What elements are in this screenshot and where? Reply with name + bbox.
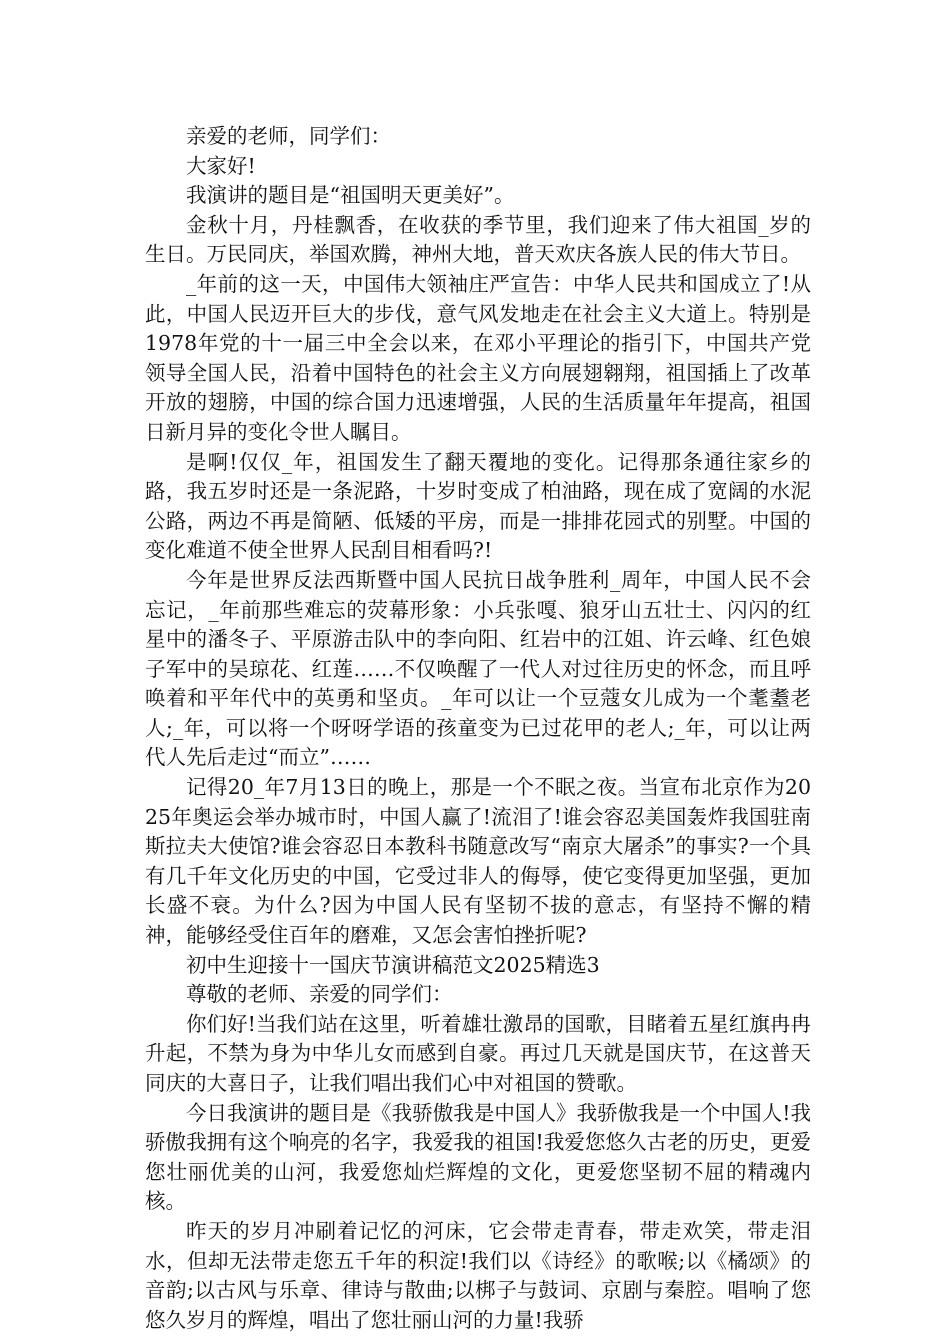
- paragraph: 今日我演讲的题目是《我骄傲我是中国人》我骄傲我是一个中国人!我骄傲我拥有这个响亮的名字，我爱我的祖国!我爱您悠久古老的历史，更爱您壮丽优美的山河，我爱您灿烂辉煌的文化，更爱您坚韧不屈的精魂内核。: [145, 1100, 811, 1214]
- paragraph: 金秋十月，丹桂飘香，在收获的季节里，我们迎来了伟大祖国_岁的生日。万民同庆，举国欢腾，神州大地，普天欢庆各族人民的伟大节日。: [145, 212, 811, 267]
- paragraph: 今年是世界反法西斯暨中国人民抗日战争胜利_周年，中国人民不会忘记，_年前那些难忘的荧幕形象：小兵张嘎、狼牙山五壮士、闪闪的红星中的潘冬子、平原游击队中的李向阳、红岩中的江姐、许云峰、红色娘子军中的吴琼花、红莲……不仅唤醒了一代人对过往历史的怀念，而且呼唤着和平年代中的英勇和坚贞。_年可以让一个豆蔻女儿成为一个耄耋老人;_年，可以将一个呀呀学语的孩童变为已过花甲的老人;_年，可以让两代人先后走过“而立”……: [145, 567, 811, 770]
- paragraph: _年前的这一天，中国伟大领袖庄严宣告：中华人民共和国成立了!从此，中国人民迈开巨大的步伐，意气风发地走在社会主义大道上。特别是1978年党的十一届三中全会以来，在邓小平理论的指引下，中国共产党领导全国人民，沿着中国特色的社会主义方向展翅翱翔，祖国插上了改革开放的翅膀，中国的综合国力迅速增强，人民的生活质量年年提高，祖国日新月异的变化令世人瞩目。: [145, 271, 811, 444]
- salutation: 尊敬的老师、亲爱的同学们：: [186, 982, 453, 1007]
- section-heading: 初中生迎接十一国庆节演讲稿范文2025精选3: [186, 952, 600, 977]
- paragraph: 是啊!仅仅_年，祖国发生了翻天覆地的变化。记得那条通往家乡的路，我五岁时还是一条泥路，十岁时变成了柏油路，现在成了宽阔的水泥公路，两边不再是简陋、低矮的平房，而是一排排花园式的别墅。中国的变化难道不使全世界人民刮目相看吗?!: [145, 449, 811, 563]
- paragraph: 昨天的岁月冲刷着记忆的河床，它会带走青春，带走欢笑，带走泪水，但却无法带走您五千年的积淀!我们以《诗经》的歌喉;以《橘颂》的音韵;以古风与乐章、律诗与散曲;以梆子与鼓词、京剧与秦腔。唱响了您悠久岁月的辉煌，唱出了您壮丽山河的力量!我骄: [145, 1218, 811, 1332]
- speech-topic: 我演讲的题目是“祖国明天更美好”。: [186, 183, 515, 208]
- paragraph: 你们好!当我们站在这里，听着雄壮激昂的国歌，目睹着五星红旗冉冉升起，不禁为身为中华儿女而感到自豪。再过几天就是国庆节，在这普天同庆的大喜日子，让我们唱出我们心中对祖国的赞歌。: [145, 1011, 811, 1095]
- document-body: [145, 122, 811, 1335]
- greeting: 大家好!: [186, 153, 256, 178]
- paragraph: 记得20_年7月13日的晚上，那是一个不眠之夜。当宣布北京作为2025年奥运会举办城市时，中国人赢了!流泪了!谁会容忍美国轰炸我国驻南斯拉夫大使馆?谁会容忍日本教科书随意改写“南京大屠杀”的事实?一个具有几千年文化历史的中国，它受过非人的侮辱，使它变得更加坚强，更加长盛不衰。为什么?因为中国人民有坚韧不拔的意志，有坚持不懈的精神，能够经受住百年的磨难，又怎会害怕挫折呢?: [145, 775, 811, 948]
- salutation: 亲爱的老师，同学们：: [186, 124, 391, 148]
